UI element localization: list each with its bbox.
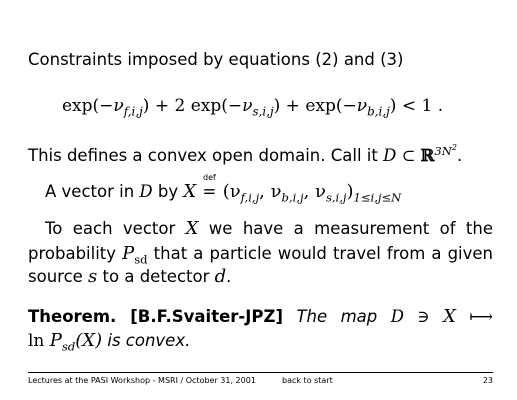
eq-t3-sub: b,i,j xyxy=(367,104,390,119)
para-l2a: probability xyxy=(28,244,123,263)
tuple-close: ) xyxy=(346,181,354,202)
eq-t1-fn: exp(− xyxy=(62,96,114,116)
tuple-s3: s,i,j xyxy=(325,190,347,205)
theorem-body2: is convex. xyxy=(102,331,191,350)
tuple-s1: f,i,j xyxy=(240,190,260,205)
para-l3b: to a detector xyxy=(97,267,215,286)
tuple-c1: , ν xyxy=(259,181,282,202)
para-l3a: source xyxy=(28,267,89,286)
constraint-equation xyxy=(62,96,444,119)
theorem-arg: (X) xyxy=(75,330,103,351)
eq-t2-var: ν xyxy=(242,96,253,116)
para-l3c: . xyxy=(226,267,232,286)
theorem-head: Theorem. [B.F.Svaiter-JPZ] xyxy=(28,307,283,326)
slide-footer xyxy=(28,372,493,385)
domain-subset: ⊂ xyxy=(396,146,421,165)
para-l1b: we have a measurement of the xyxy=(198,219,493,238)
def-eq: = xyxy=(202,182,217,201)
theorem-line-1 xyxy=(28,306,493,327)
domain-sup xyxy=(434,141,457,158)
theorem-body1: The map xyxy=(283,307,391,326)
theorem-p: P xyxy=(49,330,62,351)
domain-end: . xyxy=(456,146,463,165)
def-label: def xyxy=(203,173,216,182)
para-line-3 xyxy=(28,266,231,287)
theorem-line-2 xyxy=(28,330,191,354)
eq-t1-close: ) xyxy=(142,96,150,116)
theorem-sub: sd xyxy=(61,339,76,354)
theorem-mapsto: ⟼ xyxy=(455,307,493,326)
domain-line xyxy=(28,141,463,165)
tuple-s2: b,i,j xyxy=(281,190,304,205)
para-l3s: s xyxy=(88,266,98,287)
eq-t1-var: ν xyxy=(113,96,124,116)
theorem-ln: ln xyxy=(28,331,50,351)
para-l2b: that a particle would travel from a given xyxy=(147,244,494,263)
def-equals xyxy=(201,173,217,201)
theorem-x: X xyxy=(443,306,456,327)
slide-heading xyxy=(28,50,403,69)
domain-text: This defines a convex open domain. Call it xyxy=(28,146,384,165)
eq-t2-sub: s,i,j xyxy=(252,104,274,119)
vector-x: X xyxy=(183,181,197,202)
tuple-c2: , ν xyxy=(303,181,326,202)
domain-sup-base: 3N xyxy=(434,143,452,158)
para-line-1 xyxy=(45,218,493,239)
eq-plus2: + xyxy=(280,96,306,116)
eq-t2-fn: exp(− xyxy=(190,96,243,116)
eq-t3-fn: exp(− xyxy=(305,96,357,116)
theorem-cal-d: D xyxy=(390,307,404,326)
vector-cal-d: D xyxy=(139,182,153,201)
back-to-start-link[interactable]: back to start xyxy=(282,376,333,385)
theorem-ni: ∋ xyxy=(403,307,444,326)
domain-reals: ℝ xyxy=(420,146,435,165)
tuple-open: (ν xyxy=(222,181,241,202)
eq-rel: < 1 . xyxy=(396,96,444,116)
footer-left: Lectures at the PASI Workshop - MSRI / October 31, 2001 xyxy=(28,376,256,385)
vector-line xyxy=(45,173,402,205)
eq-plus1: + 2 xyxy=(149,96,191,116)
domain-cal-d: D xyxy=(383,146,397,165)
para-line-2 xyxy=(28,243,494,267)
eq-t3-var: ν xyxy=(356,96,368,116)
para-l1a: To each vector xyxy=(45,219,186,238)
vector-text: A vector in xyxy=(45,182,140,201)
page-number: 23 xyxy=(482,376,493,385)
eq-t3-close: ) xyxy=(389,96,397,116)
eq-t1-sub: f,i,j xyxy=(123,104,143,119)
tuple-range: 1≤i,j≤N xyxy=(353,190,402,205)
eq-t2-close: ) xyxy=(273,96,281,116)
para-l1x: X xyxy=(185,218,199,239)
para-l3d: d xyxy=(214,266,227,287)
para-l2sub: sd xyxy=(134,252,148,267)
heading-text: Constraints imposed by equations (2) and (3) xyxy=(28,50,404,69)
para-l2p: P xyxy=(122,243,135,264)
vector-by: by xyxy=(152,182,184,201)
domain-sup-exp: 2 xyxy=(451,141,457,152)
